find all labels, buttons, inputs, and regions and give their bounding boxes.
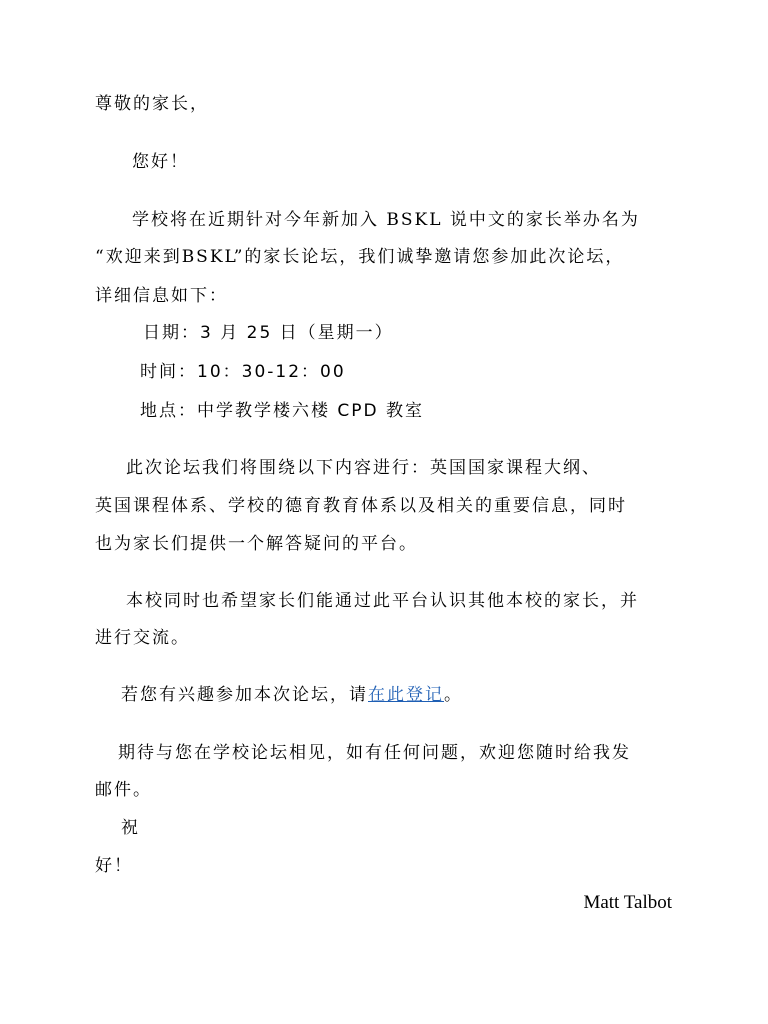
detail-time: 时间：10：30-12：00	[140, 362, 346, 382]
hope-line-1: 本校同时也希望家长们能通过此平台认识其他本校的家长，并	[126, 591, 639, 611]
intro-line-3: 详细信息如下：	[95, 286, 228, 306]
wish-line-2: 好！	[95, 856, 133, 876]
greeting: 您好！	[132, 152, 189, 172]
register-paragraph	[121, 683, 463, 707]
register-suffix: 。	[444, 685, 463, 705]
closing-line-2: 邮件。	[95, 780, 152, 800]
topics-line-2: 英国课程体系、学校的德育教育体系以及相关的重要信息，同时	[95, 496, 627, 516]
topics-line-3: 也为家长们提供一个解答疑问的平台。	[95, 534, 418, 554]
closing-line-1: 期待与您在学校论坛相见，如有任何问题，欢迎您随时给我发	[118, 743, 631, 763]
intro-line-1: 学校将在近期针对今年新加入 BSKL 说中文的家长举办名为	[132, 210, 640, 230]
detail-date: 日期：3 月 25 日（星期一）	[143, 323, 394, 343]
detail-location: 地点：中学教学楼六楼 CPD 教室	[140, 401, 425, 421]
topics-line-1: 此次论坛我们将围绕以下内容进行：英国国家课程大纲、	[126, 458, 601, 478]
intro-line-2: “欢迎来到BSKL”的家长论坛，我们诚挚邀请您参加此次论坛，	[95, 247, 625, 267]
salutation: 尊敬的家长，	[95, 94, 209, 114]
hope-line-2: 进行交流。	[95, 628, 190, 648]
signature: Matt Talbot	[583, 892, 672, 913]
register-link[interactable]: 在此登记	[368, 685, 444, 705]
register-prefix: 若您有兴趣参加本次论坛，请	[121, 685, 368, 705]
wish-line-1: 祝	[121, 818, 140, 838]
